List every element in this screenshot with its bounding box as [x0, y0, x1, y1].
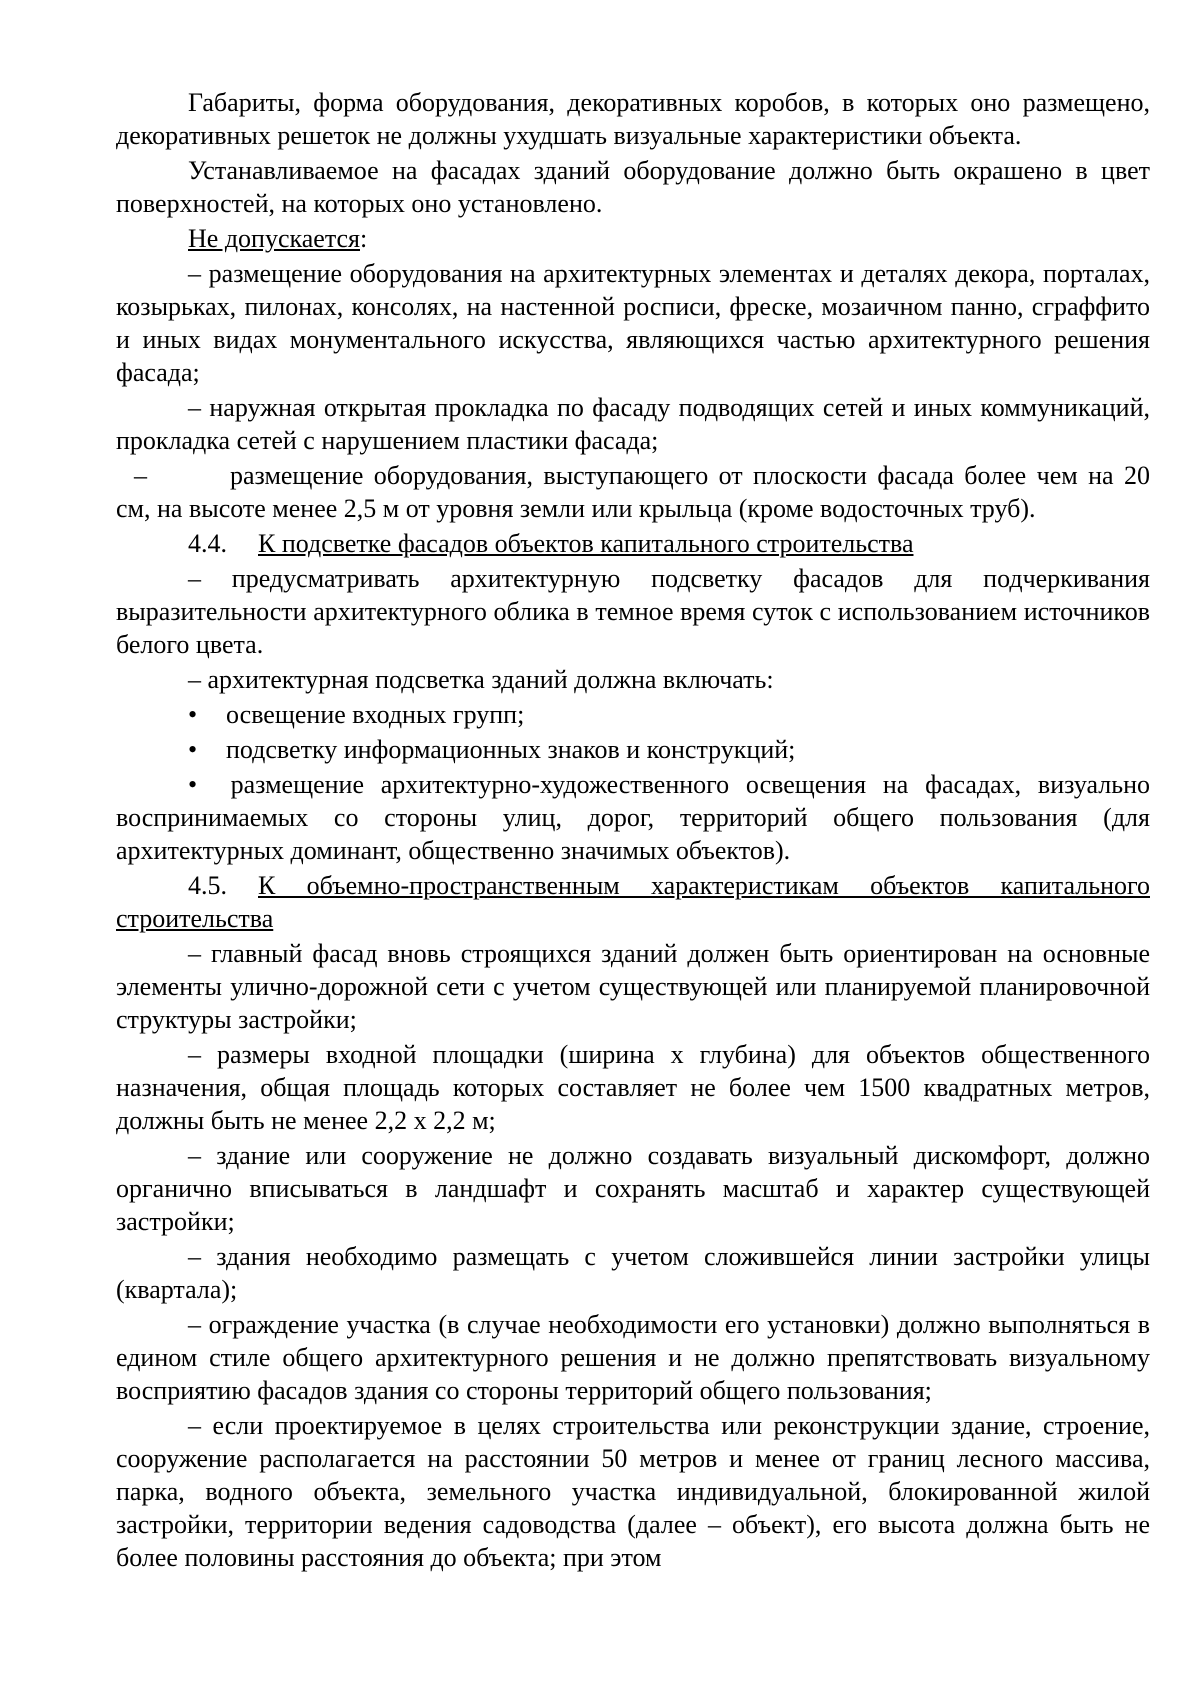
paragraph-equipment-color: Устанавливаемое на фасадах зданий оборудование должно быть окрашено в цвет поверхностей, на которых оно установлено. [116, 156, 1150, 218]
bullet-item-1 [116, 698, 1150, 731]
volume-paragraph-5: – ограждение участка (в случае необходимости его установки) должно выполняться в едином стиле общего архитектурного решения и не должно препятствовать визуальному восприятию фасадов здания со стороны территорий общего пользования; [116, 1310, 1150, 1405]
not-allowed-item-3-text: размещение оборудования, выступающего от плоскости фасада более чем на 20 см, на высоте менее 2,5 м от уровня земли или крыльца (кроме водосточных труб). [116, 461, 1150, 523]
not-allowed-item-1: – размещение оборудования на архитектурных элементах и деталях декора, порталах, козырьках, пилонах, консолях, на настенной росписи, фреске, мозаичном панно, сграффито и иных видах монументального искусства, являющихся частью архитектурного решения фасада; [116, 259, 1150, 387]
section-4-5-heading [116, 869, 1150, 935]
bullet-icon: • [188, 735, 198, 764]
section-4-5-number: 4.5. [188, 871, 227, 900]
section-4-4-heading [116, 527, 1150, 560]
not-allowed-item-3 [116, 459, 1150, 525]
lighting-paragraph-2: – архитектурная подсветка зданий должна включать: [188, 665, 774, 694]
not-allowed-heading [116, 222, 1150, 255]
section-4-5-title: К объемно-пространственным характеристикам объектов капитального строительства [116, 871, 1150, 933]
not-allowed-item-2: – наружная открытая прокладка по фасаду подводящих сетей и иных коммуникаций, прокладка сетей с нарушением пластики фасада; [116, 393, 1150, 455]
not-allowed-label: Не допускается [188, 224, 360, 253]
paragraph-dimensions: Габариты, форма оборудования, декоративных коробов, в которых оно размещено, декоративных решеток не должны ухудшать визуальные характеристики объекта. [116, 88, 1150, 150]
volume-paragraph-3: – здание или сооружение не должно создавать визуальный дискомфорт, должно органично вписываться в ландшафт и сохранять масштаб и характер существующей застройки; [116, 1141, 1150, 1236]
bullet-item-3 [116, 768, 1150, 867]
volume-paragraph-1: – главный фасад вновь строящихся зданий должен быть ориентирован на основные элементы улично-дорожной сети с учетом существующей или планируемой планировочной структуры застройки; [116, 939, 1150, 1034]
bullet-icon: • [188, 770, 198, 799]
volume-paragraph-2: – размеры входной площадки (ширина х глубина) для объектов общественного назначения, общая площадь которых составляет не более чем 1500 квадратных метров, должны быть не менее 2,2 х 2,2 м; [116, 1040, 1150, 1135]
volume-paragraph-6: – если проектируемое в целях строительства или реконструкции здание, строение, сооружение располагается на расстоянии 50 метров и менее от границ лесного массива, парка, водного объекта, земельного участка индивидуальной, блокированной жилой застройки, территории ведения садоводства (далее – объект), его высота должна быть не более половины расстояния до объекта; при этом [116, 1411, 1150, 1572]
bullet-icon: • [188, 700, 198, 729]
bullet-item-3-text: размещение архитектурно-художественного освещения на фасадах, визуально воспринимаемых со стороны улиц, дорог, территорий общего пользования (для архитектурных доминант, общественно значимых объектов). [116, 770, 1151, 865]
volume-paragraph-4: – здания необходимо размещать с учетом сложившейся линии застройки улицы (квартала); [116, 1242, 1150, 1304]
not-allowed-colon: : [360, 224, 368, 253]
list-dash: – [134, 461, 147, 490]
bullet-item-2-text: подсветку информационных знаков и конструкций; [226, 735, 796, 764]
bullet-item-1-text: освещение входных групп; [226, 700, 525, 729]
section-4-4-title: К подсветке фасадов объектов капитального строительства [258, 529, 914, 558]
section-4-4-number: 4.4. [188, 529, 227, 558]
lighting-paragraph-1: – предусматривать архитектурную подсветку фасадов для подчеркивания выразительности архитектурного облика в темное время суток с использованием источников белого цвета. [116, 564, 1150, 659]
bullet-item-2 [116, 733, 1150, 766]
